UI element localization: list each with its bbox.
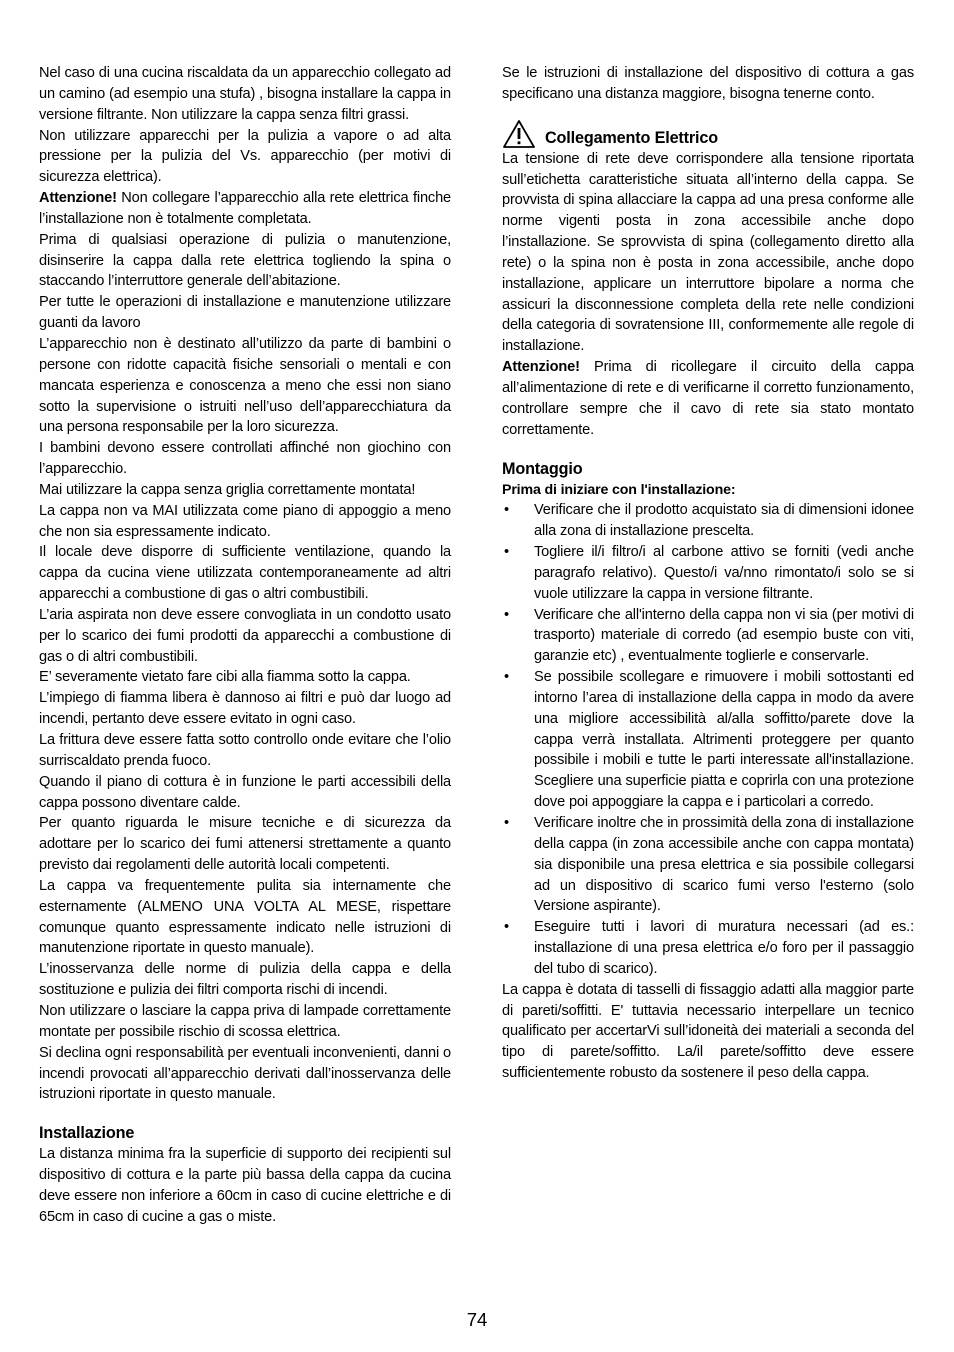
attention-label: Attenzione! bbox=[502, 359, 580, 376]
collegamento-elettrico-header bbox=[502, 119, 914, 149]
list-item bbox=[502, 500, 914, 542]
list-item-text: Eseguire tutti i lavori di muratura necessari (ad es.: installazione di una presa elettrica e/o foro per il passaggio del tubo di scarico). bbox=[534, 919, 914, 977]
paragraph: L’inosservanza delle norme di pulizia della cappa e della sostituzione e pulizia dei filtri comporta rischi di incendi. bbox=[39, 961, 451, 999]
bullet: • bbox=[504, 606, 509, 623]
right-column bbox=[502, 63, 914, 1084]
montaggio-heading: Montaggio bbox=[502, 459, 583, 478]
montaggio-subheading: Prima di iniziare con l'installazione: bbox=[502, 481, 736, 498]
installazione-heading: Installazione bbox=[39, 1124, 135, 1143]
paragraph: Per quanto riguarda le misure tecniche e di sicurezza da adottare per lo scarico dei fumi attenersi strettamente a quanto previsto dai regolamenti delle autorità locali competenti. bbox=[39, 815, 451, 874]
paragraph: La cappa non va MAI utilizzata come piano di appoggio a meno che non sia espressamente indicato. bbox=[39, 502, 451, 540]
paragraph: Il locale deve disporre di sufficiente ventilazione, quando la cappa da cucina viene utilizzata contemporaneamente ad altri apparecchi a combustione di gas o altri combustibili. bbox=[39, 544, 451, 603]
paragraph: I bambini devono essere controllati affinché non giochino con l’apparecchio. bbox=[39, 440, 451, 478]
attention-paragraph bbox=[39, 188, 451, 230]
attention-text: Non collegare l’apparecchio alla rete elettrica finche l’installazione non è totalmente completata. bbox=[39, 190, 451, 227]
list-item bbox=[502, 813, 914, 917]
paragraph: Per tutte le operazioni di installazione e manutenzione utilizzare guanti da lavoro bbox=[39, 294, 451, 332]
bullet: • bbox=[504, 669, 509, 686]
list-item-text: Verificare che il prodotto acquistato sia di dimensioni idonee alla zona di installazione prescelta. bbox=[534, 502, 914, 540]
installazione-paragraph: La distanza minima fra la superficie di supporto dei recipienti sul dispositivo di cottura e la parte più bassa della cappa da cucina deve essere non inferiore a 60cm in caso di cucine elettriche e di 65cm in caso di cucine a gas o miste. bbox=[39, 1146, 451, 1225]
list-item bbox=[502, 917, 914, 980]
paragraph: Nel caso di una cucina riscaldata da un apparecchio collegato ad un camino (ad esempio una stufa) , bisogna installare la cappa in versione filtrante. Non utilizzare la cappa senza filtri grassi. bbox=[39, 65, 451, 123]
list-item bbox=[502, 542, 914, 605]
attention-text: Prima di ricollegare il circuito della cappa all’alimentazione di rete e di verificarne il corretto funzionamento, controllare sempre che il cavo di rete sia stato montato correttamente. bbox=[502, 359, 914, 438]
collegamento-elettrico-paragraph: La tensione di rete deve corrispondere alla tensione riportata sull’etichetta caratteristiche situata all’interno della cappa. Se provvista di spina allacciare la cappa ad una presa conforme alle norme vigenti posta in zona accessibile anche dopo l’installazione. Se sprovvista di spina (collegamento diretto alla rete) o la spina non è posta in zona accessibile, anche dopo installazione, applicare un interruttore bipolare a norma che assicuri la disconnessione completa della rete nelle condizioni della categoria di sovratensione III, conformemente alle regole di installazione. bbox=[502, 150, 914, 355]
bullet: • bbox=[504, 502, 509, 519]
paragraph: E’ severamente vietato fare cibi alla fiamma sotto la cappa. bbox=[39, 669, 411, 686]
list-item-text: Se possibile scollegare e rimuovere i mobili sottostanti ed intorno l’area di installazione della cappa in modo da avere una migliore accessibilità al/alla soffitto/parete dove la cappa verrà installata. Altrimenti proteggere per quanto possibile i mobili e tutte le parti interessate all'installazione. Scegliere una superficie piatta e coprirla con una protezione dove poi appoggiare la cappa e i particolari a corredo. bbox=[534, 669, 914, 811]
list-item bbox=[502, 667, 914, 813]
bullet: • bbox=[504, 919, 509, 936]
paragraph: Si declina ogni responsabilità per eventuali inconvenienti, danni o incendi provocati all’apparecchio derivati dall’inosservanza delle istruzioni riportate in questo manuale. bbox=[39, 1044, 451, 1103]
list-item-text: Togliere il/i filtro/i al carbone attivo se forniti (vedi anche paragrafo relativo). Questo/i va/nno rimontato/i solo se si vuole utilizzare la cappa in versione filtrante. bbox=[534, 544, 914, 602]
paragraph: Quando il piano di cottura è in funzione le parti accessibili della cappa possono diventare calde. bbox=[39, 773, 451, 811]
list-item-text: Verificare che all'interno della cappa non vi sia (per motivi di trasporto) materiale di corredo (ad esempio buste con viti, garanzie etc) , eventualmente toglierle e conservarle. bbox=[534, 606, 914, 665]
collegamento-elettrico-heading: Collegamento Elettrico bbox=[545, 128, 718, 147]
paragraph: Mai utilizzare la cappa senza griglia correttamente montata! bbox=[39, 481, 416, 498]
spacer bbox=[502, 441, 914, 458]
attention-paragraph bbox=[502, 357, 914, 440]
spacer bbox=[502, 105, 914, 119]
paragraph: L’apparecchio non è destinato all’utilizzo da parte di bambini o persone con ridotte capacità fisiche sensoriali o mentali e con mancata esperienza e conoscenza a meno che essi non siano sotto la supervisione o istruiti nell’uso dell’apparecchiatura da una persona responsabile per la loro sicurezza. bbox=[39, 335, 451, 436]
spacer bbox=[39, 1105, 451, 1122]
montaggio-list bbox=[502, 500, 914, 979]
attention-label: Attenzione! bbox=[39, 190, 117, 207]
bullet: • bbox=[504, 815, 509, 831]
paragraph: La cappa va frequentemente pulita sia internamente che esternamente (ALMENO UNA VOLTA AL MESE, rispettare comunque quanto espressamente indicato nelle istruzioni di manutenzione riportate in questo manuale). bbox=[39, 877, 451, 957]
warning-triangle-icon bbox=[502, 119, 536, 149]
list-item-text: Verificare inoltre che in prossimità della zona di installazione della cappa (in zona accessibile anche con cappa montata) sia disponibile una presa elettrica e sia possibile collegarsi ad un dispositivo di scarico fumi verso l'esterno (solo Versione aspirante). bbox=[534, 815, 914, 915]
closing-paragraph: La cappa è dotata di tasselli di fissaggio adatti alla maggior parte di pareti/soffitti. E' tuttavia necessario interpellare un tecnico qualificato per accertarVi sull’idoneità dei materiali a seconda del tipo di parete/soffitto. La/il parete/soffitto deve essere sufficientemente robusto da sostenere il peso della cappa. bbox=[502, 981, 914, 1082]
paragraph: Prima di qualsiasi operazione di pulizia o manutenzione, disinserire la cappa dalla rete elettrica togliendo la spina o staccando l’interruttore generale dell’abitazione. bbox=[39, 231, 451, 290]
paragraph: L’impiego di fiamma libera è dannoso ai filtri e può dar luogo ad incendi, pertanto deve essere evitato in ogni caso. bbox=[39, 690, 451, 728]
paragraph: L’aria aspirata non deve essere convogliata in un condotto usato per lo scarico dei fumi prodotti da apparecchi a combustione di gas o di altri combustibili. bbox=[39, 606, 451, 665]
paragraph: Non utilizzare o lasciare la cappa priva di lampade correttamente montate per possibile rischio di scossa elettrica. bbox=[39, 1002, 451, 1040]
bullet: • bbox=[504, 544, 509, 561]
list-item bbox=[502, 605, 914, 668]
paragraph: Non utilizzare apparecchi per la pulizia a vapore o ad alta pressione per la pulizia del Vs. apparecchio (per motivi di sicurezza elettrica). bbox=[39, 127, 451, 186]
paragraph: La frittura deve essere fatta sotto controllo onde evitare che l’olio surriscaldato prenda fuoco. bbox=[39, 732, 451, 769]
left-column bbox=[39, 63, 451, 1228]
paragraph: Se le istruzioni di installazione del dispositivo di cottura a gas specificano una distanza maggiore, bisogna tenerne conto. bbox=[502, 65, 914, 102]
page-number: 74 bbox=[466, 1309, 488, 1330]
